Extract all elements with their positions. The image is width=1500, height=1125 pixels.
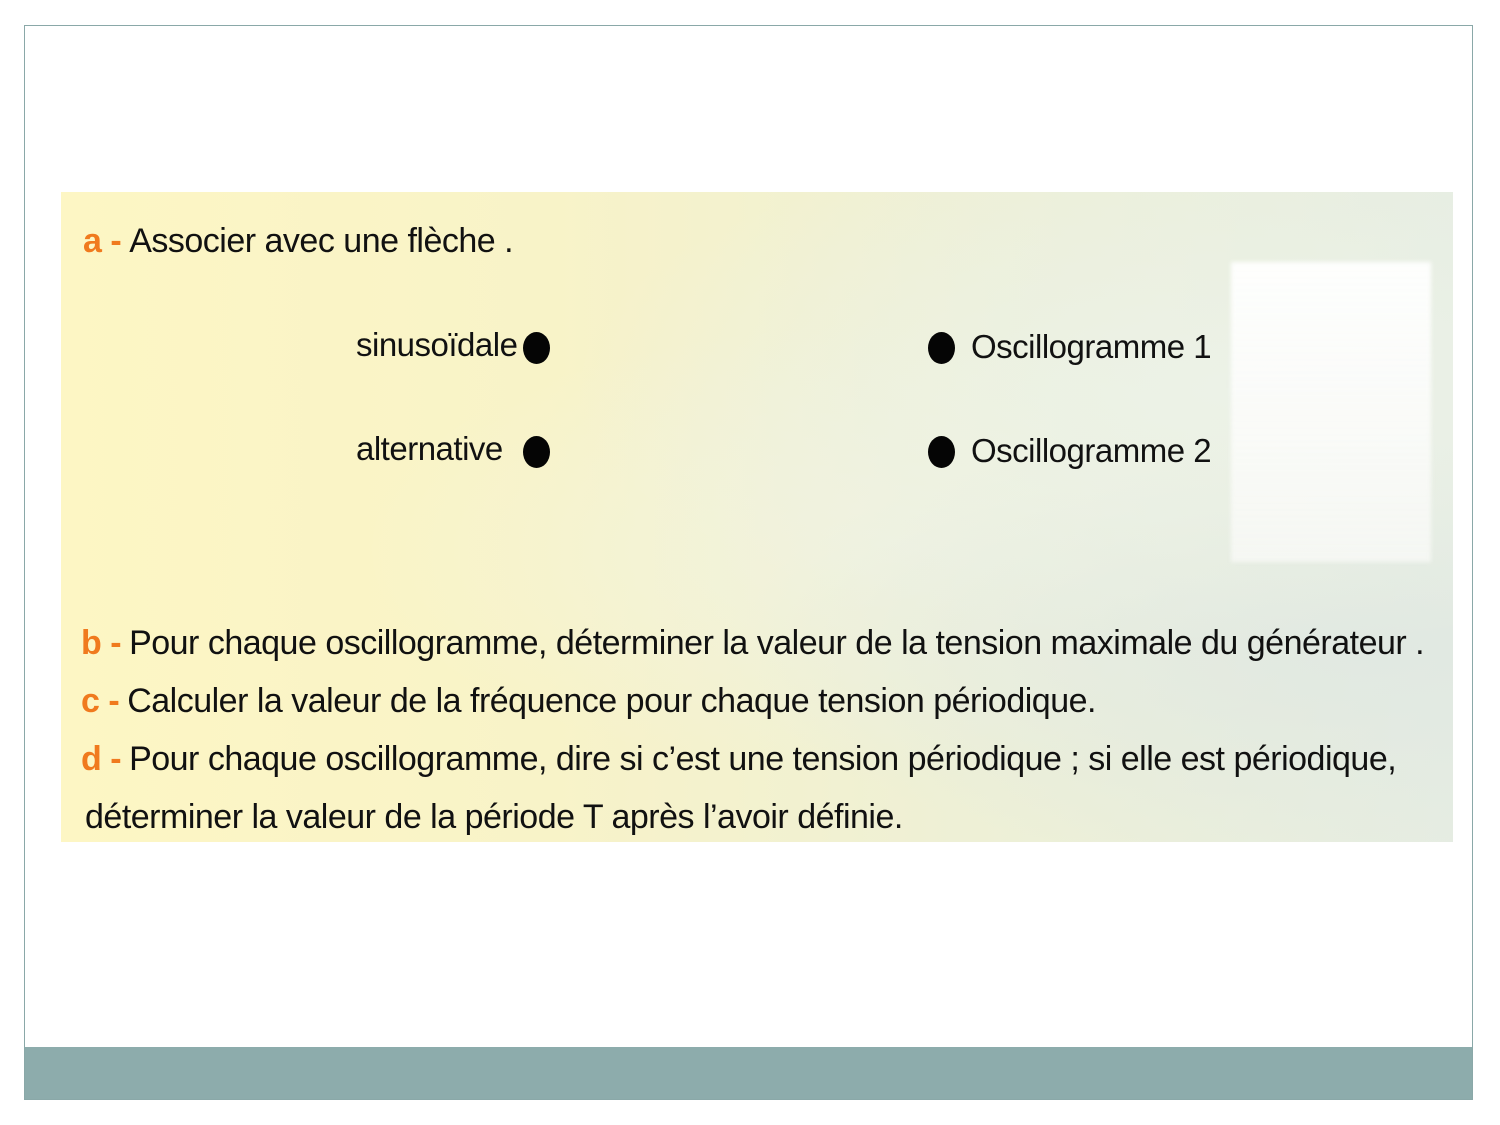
question-d-continuation: déterminer la valeur de la période T après l’avoir définie. (85, 798, 903, 836)
question-b-text: Pour chaque oscillogramme, déterminer la valeur de la tension maximale du générateur . (129, 624, 1425, 662)
dot-oscillogramme-1[interactable] (928, 332, 955, 364)
question-d (81, 740, 1396, 779)
option-alternative: alternative (356, 430, 503, 467)
exercise-panel (61, 192, 1453, 842)
question-c-dash: - (108, 682, 120, 720)
question-a-letter: a (83, 222, 102, 260)
dot-sinusoidale[interactable] (523, 332, 550, 364)
scan-highlight (1231, 262, 1431, 562)
question-a (83, 222, 513, 261)
question-b (81, 624, 1424, 663)
question-a-text: Associer avec une flèche . (129, 222, 514, 260)
question-c (81, 682, 1096, 721)
question-d-text: Pour chaque oscillogramme, dire si c’est une tension périodique ; si elle est périodique, (129, 740, 1397, 778)
question-c-text: Calculer la valeur de la fréquence pour chaque tension périodique. (127, 682, 1096, 720)
dot-alternative[interactable] (523, 436, 550, 468)
question-b-letter: b (81, 624, 102, 662)
question-b-dash: - (110, 624, 122, 662)
question-a-dash: - (110, 222, 122, 260)
option-oscillogramme-2: Oscillogramme 2 (971, 432, 1212, 469)
question-d-letter: d (81, 740, 102, 778)
dot-oscillogramme-2[interactable] (928, 436, 955, 468)
question-d-dash: - (110, 740, 122, 778)
slide (24, 25, 1473, 1100)
option-oscillogramme-1: Oscillogramme 1 (971, 328, 1212, 365)
question-c-letter: c (81, 682, 100, 720)
footer-bar (25, 1047, 1472, 1099)
option-sinusoidale: sinusoïdale (356, 326, 518, 363)
